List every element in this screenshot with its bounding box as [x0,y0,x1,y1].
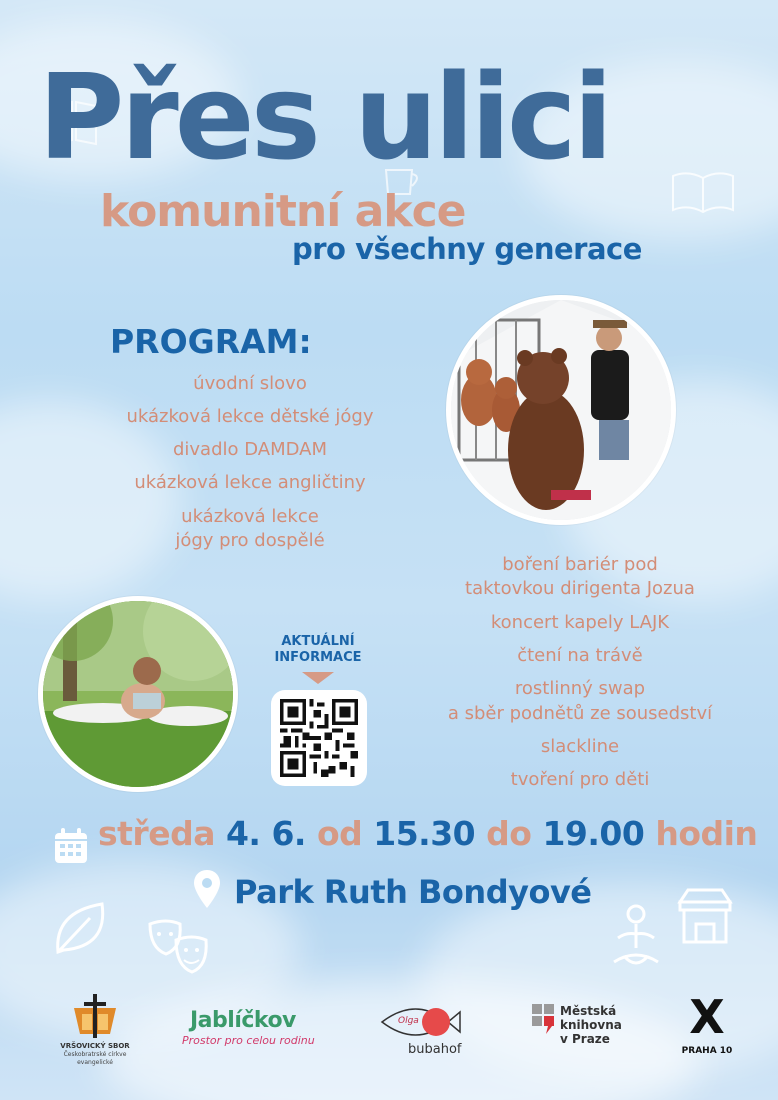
program-item: boření bariér pod [502,554,658,575]
bubahof-name: bubahof [408,1042,462,1057]
puppet-scene-icon [451,300,671,520]
program-heading: PROGRAM: [110,322,312,361]
bubahof-small: Olga [398,1016,419,1026]
date-to-time: 19.00 [542,814,645,853]
program-item: úvodní slovo [193,373,307,394]
library-squares-icon [532,1004,556,1034]
yoga-scene-icon [43,601,233,787]
theater-masks-icon [146,916,210,980]
logo-praha10[interactable] [680,990,734,1058]
vrsovicky-line2: Českobratrské církve [63,1051,127,1058]
qr-code-icon [280,699,358,777]
logo-jablickov[interactable] [182,1008,318,1052]
program-item: slackline [540,736,620,757]
date-unit: hodin [655,814,758,853]
location-pin-icon [194,870,220,908]
bubahof-fish-icon [376,1002,462,1042]
program-item: divadlo DAMDAM [172,439,328,460]
date-day: středa [98,814,215,853]
program-item: čtení na trávě [517,645,643,666]
program-item: jógy pro dospělé [175,530,325,551]
program-item: tvoření pro děti [510,769,650,790]
knihovna-line2: knihovna [560,1018,622,1032]
info-label [260,634,376,666]
logo-vrsovicky-sbor[interactable] [60,994,130,1074]
logo-mestska-knihovna[interactable] [532,1004,632,1060]
program-item: rostlinný swap [514,678,646,699]
praha10-mark: X [689,990,725,1044]
date-from-word: od [316,814,363,853]
market-stall-icon [676,886,734,946]
program-item: a sběr podnětů ze sousedství [447,703,713,724]
praha10-name: PRAHA 10 [681,1046,733,1056]
arrow-down-icon [302,672,334,684]
vrsovicky-title: VRŠOVICKÝ SBOR [60,1042,130,1050]
event-place: Park Ruth Bondyové [234,873,592,911]
program-item: taktovkou dirigenta Jozua [465,578,695,599]
chalice-cross-icon [60,994,130,1040]
logo-bubahof[interactable] [376,1002,462,1062]
info-label-line2: INFORMACE [274,650,362,665]
date-date: 4. 6. [225,814,306,853]
info-label-line1: AKTUÁLNÍ [281,634,355,649]
date-from-time: 15.30 [373,814,476,853]
decor-open-book-icon [668,166,738,216]
leaf-icon [50,898,110,960]
theater-photo [446,295,676,525]
qr-code[interactable] [271,690,367,786]
knihovna-line1: Městská [560,1004,617,1018]
jablickov-name: Jablíčkov [190,1008,296,1033]
program-item: ukázková lekce angličtiny [134,472,366,493]
program-item: ukázková lekce dětské jógy [126,406,374,427]
cloud [0,400,180,600]
date-line [98,814,757,853]
yoga-photo [38,596,238,792]
program-item: koncert kapely LAJK [490,612,670,633]
knihovna-line3: v Praze [560,1032,610,1046]
event-tagline: pro všechny generace [292,232,642,266]
event-title: Přes ulici [38,48,610,186]
calendar-icon [54,828,88,864]
program-item: ukázková lekce [181,506,319,527]
date-to-word: do [486,814,532,853]
meditation-icon [604,904,668,976]
jablickov-tagline: Prostor pro celou rodinu [182,1034,315,1047]
vrsovicky-line3: evangelické [77,1059,113,1066]
event-subtitle: komunitní akce [100,186,466,237]
